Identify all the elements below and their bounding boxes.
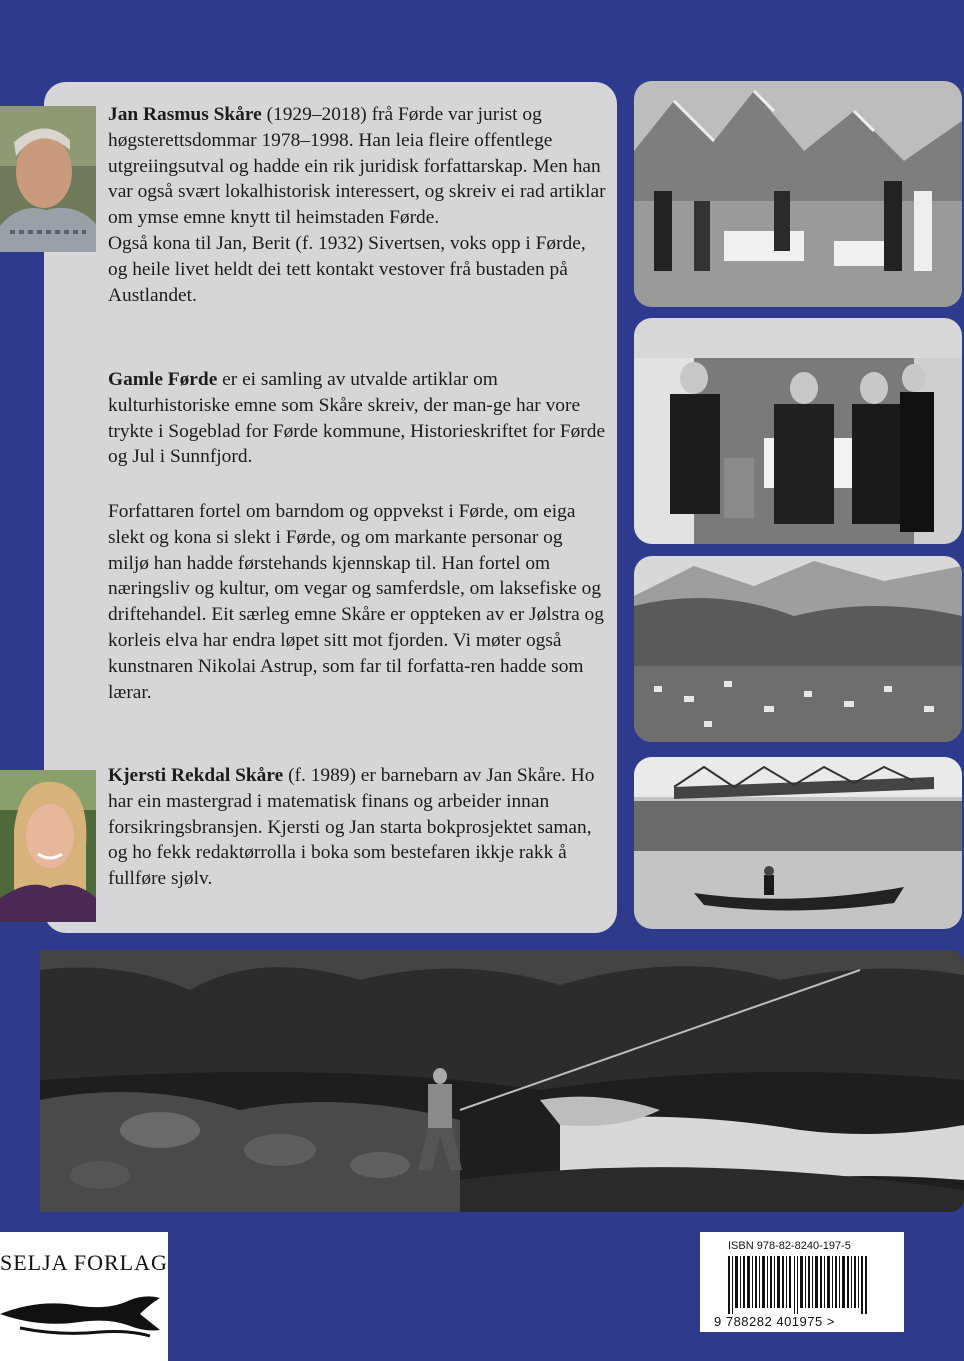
photo-family-porch — [634, 318, 962, 544]
editor-portrait — [0, 770, 96, 922]
publisher-box — [0, 1232, 168, 1361]
editor-name: Kjersti Rekdal Skåre — [108, 765, 284, 786]
photo-fisherman-river — [40, 950, 964, 1212]
barcode-icon — [728, 1256, 868, 1314]
isbn-barcode-box — [700, 1232, 904, 1332]
publisher-name: SELJA FORLAG — [0, 1250, 168, 1275]
author-bio-text: (1929–2018) frå Førde var jurist og høgsterettsdommar 1978–1998. Han leia fleire offentlege utgreiingsutval og hadde ein rik juridisk forfattarskap. Men han var også svært lokalhistorisk interessert, og skreiv ei rad artiklar om ymse emne knytt til heimstaden Førde. — [108, 104, 606, 229]
author-portrait — [0, 106, 96, 252]
author-bio — [108, 102, 608, 308]
photo-village-valley — [634, 556, 962, 742]
editor-bio-text: (f. 1989) er barnebarn av Jan Skåre. Ho har ein mastergrad i matematisk finans og arbeider innan forsikringsbransjen. Kjersti og Jan starta bokprosjektet saman, og ho fekk redaktørrolla i boka som bestefaren ikkje rakk å fullføre sjølv. — [108, 765, 595, 890]
book-summary: Forfattaren fortel om barndom og oppvekst i Førde, om eiga slekt og kona si slekt i Førde, og om markante personar og miljø han hadde førstehands kjennskap til. Han fortel om næringsliv og kultur, om vegar og samferdsle, om laksefiske og driftehandel. Eit særleg emne Skåre er oppteken av er Jølstra og korleis elva har endra løpet sitt mot fjorden. Vi møter også kunstnaren Nikolai Astrup, som far til forfatta-ren hadde som lærar. — [108, 501, 604, 703]
isbn-digits: 9 788282 401975 > — [714, 1314, 835, 1329]
book-description-text: er ei samling av utvalde artiklar om kulturhistoriske emne som Skåre skreiv, der man-ge har vore trykte i Sogeblad for Førde kommune, Historieskriftet for Førde og Jul i Sunnfjord. — [108, 369, 606, 468]
author-wife-text: Også kona til Jan, Berit (f. 1932) Sivertsen, voks opp i Førde, og heile livet heldt dei tett kontakt vestover frå bustaden på Austlandet. — [108, 232, 586, 306]
editor-bio — [108, 763, 608, 892]
photo-canoe-bridge — [634, 757, 962, 929]
publisher-logo-icon — [0, 1284, 168, 1344]
book-description — [108, 367, 608, 470]
author-name: Jan Rasmus Skåre — [108, 104, 262, 125]
book-title: Gamle Førde — [108, 369, 218, 390]
isbn-label: ISBN 978-82-8240-197-5 — [728, 1240, 851, 1252]
photo-group-mountains — [634, 81, 962, 307]
